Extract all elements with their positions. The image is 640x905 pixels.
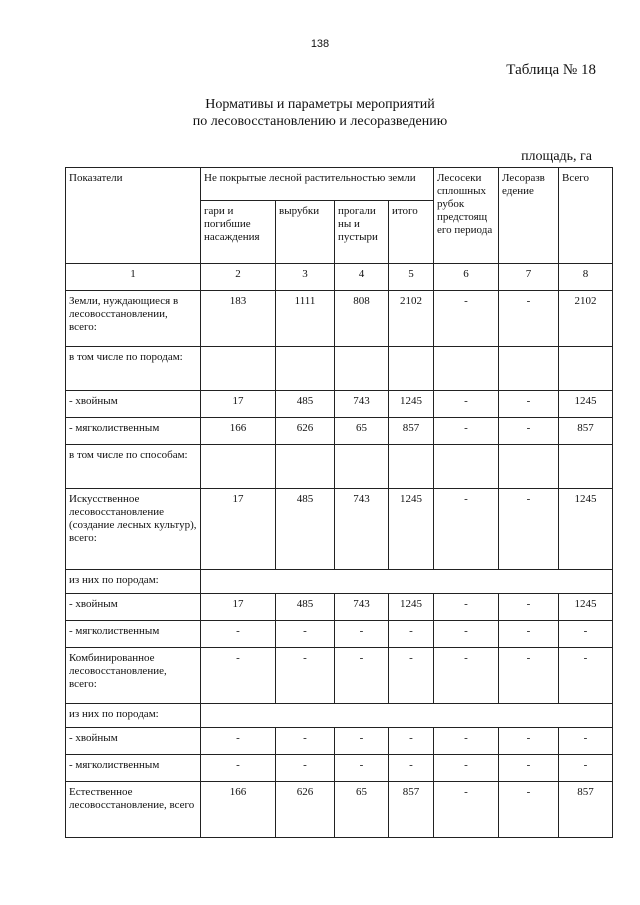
table-cell: - [559, 755, 613, 782]
column-numbers-row [66, 264, 613, 291]
header-indicators: Показатели [66, 168, 201, 264]
table-row [66, 570, 613, 594]
table-cell: - [434, 418, 499, 445]
table-cell: - [559, 621, 613, 648]
table-row [66, 594, 613, 621]
row-label: - мягколиственным [66, 755, 201, 782]
table-cell: - [201, 728, 276, 755]
table-cell: 183 [201, 291, 276, 347]
table-cell: - [434, 594, 499, 621]
table-cell: - [276, 728, 335, 755]
table-cell: 17 [201, 391, 276, 418]
table-cell: 857 [389, 782, 434, 838]
table-row [66, 291, 613, 347]
table-row [66, 704, 613, 728]
header-burns: гари и погибшие насаждения [201, 201, 276, 264]
table-cell: 485 [276, 391, 335, 418]
column-number: 2 [201, 264, 276, 291]
row-label: из них по породам: [66, 570, 201, 594]
table-cell: - [434, 728, 499, 755]
row-label: - хвойным [66, 728, 201, 755]
table-cell: 743 [335, 489, 389, 570]
row-label: - хвойным [66, 391, 201, 418]
table-title [0, 96, 640, 130]
table-cell: 1245 [389, 594, 434, 621]
table-cell: - [389, 755, 434, 782]
table-cell: - [559, 648, 613, 704]
row-label: Естественное лесовосстановление, всего [66, 782, 201, 838]
table-cell: 808 [335, 291, 389, 347]
title-line-2: по лесовосстановлению и лесоразведению [192, 114, 448, 129]
table-cell: 1245 [559, 391, 613, 418]
table-cell: 626 [276, 782, 335, 838]
table-row [66, 418, 613, 445]
column-number: 8 [559, 264, 613, 291]
table-row [66, 391, 613, 418]
row-label: в том числе по породам: [66, 347, 201, 391]
table-row [66, 347, 613, 391]
column-number: 6 [434, 264, 499, 291]
table-cell: - [499, 418, 559, 445]
table-cell: - [335, 621, 389, 648]
table-cell: 626 [276, 418, 335, 445]
table-cell [276, 347, 335, 391]
table-cell [389, 347, 434, 391]
table-cell [389, 445, 434, 489]
table-number: Таблица № 18 [506, 62, 596, 78]
table-row [66, 782, 613, 838]
row-label: в том числе по способам: [66, 445, 201, 489]
table-cell: 2102 [559, 291, 613, 347]
table-cell: 166 [201, 418, 276, 445]
table-cell [559, 347, 613, 391]
table-cell: - [389, 648, 434, 704]
table-cell: - [434, 648, 499, 704]
table-cell [499, 445, 559, 489]
table-cell: - [335, 755, 389, 782]
header-row [66, 168, 613, 201]
table-cell: - [499, 648, 559, 704]
row-label: - хвойным [66, 594, 201, 621]
header-total: Всего [559, 168, 613, 264]
title-line-1: Нормативы и параметры мероприятий [205, 97, 435, 112]
table-cell: - [201, 621, 276, 648]
row-label: Комбинированное лесовосстановление, всего: [66, 648, 201, 704]
table-cell: - [434, 489, 499, 570]
header-afforestation: Лесоразв едение [499, 168, 559, 264]
row-label: - мягколиственным [66, 621, 201, 648]
row-label: Земли, нуждающиеся в лесовосстановлении, всего: [66, 291, 201, 347]
table-cell: - [389, 621, 434, 648]
table-cell [201, 347, 276, 391]
table-cell: - [201, 755, 276, 782]
table-cell [559, 445, 613, 489]
table-cell [201, 445, 276, 489]
table-cell: 1245 [559, 489, 613, 570]
table-row [66, 621, 613, 648]
table-row [66, 445, 613, 489]
column-number: 5 [389, 264, 434, 291]
table-row [66, 648, 613, 704]
table-cell: 17 [201, 594, 276, 621]
table-row [66, 728, 613, 755]
table-cell: - [276, 648, 335, 704]
measures-table [65, 167, 613, 838]
row-label: - мягколиственным [66, 418, 201, 445]
table-row [66, 489, 613, 570]
column-number: 1 [66, 264, 201, 291]
table-cell: - [499, 594, 559, 621]
row-label: из них по породам: [66, 704, 201, 728]
table-cell: 65 [335, 782, 389, 838]
table-cell: - [559, 728, 613, 755]
table-cell: - [434, 621, 499, 648]
column-number: 3 [276, 264, 335, 291]
table-cell: - [389, 728, 434, 755]
table-cell: - [434, 755, 499, 782]
table-cell: - [499, 291, 559, 347]
table-cell: - [276, 621, 335, 648]
table-cell: 485 [276, 489, 335, 570]
table-cell: 743 [335, 594, 389, 621]
table-row [66, 755, 613, 782]
row-label: Искусственное лесовосстановление (создание лесных культур), всего: [66, 489, 201, 570]
table-cell: 1245 [389, 489, 434, 570]
table-cell [499, 347, 559, 391]
table-cell: - [499, 782, 559, 838]
table-cell: - [499, 728, 559, 755]
table-cell: 1245 [559, 594, 613, 621]
header-clearings: прогали ны и пустыри [335, 201, 389, 264]
table-cell: 1245 [389, 391, 434, 418]
header-group-nonforest: Не покрытые лесной растительностью земли [201, 168, 434, 201]
table-cell: 17 [201, 489, 276, 570]
table-cell: - [499, 755, 559, 782]
table-cell [335, 445, 389, 489]
merged-cell [201, 704, 613, 728]
table-cell: 166 [201, 782, 276, 838]
column-number: 7 [499, 264, 559, 291]
header-clearcuts: Лесосеки сплошных рубок предстоящ его периода [434, 168, 499, 264]
column-number: 4 [335, 264, 389, 291]
table-cell: 2102 [389, 291, 434, 347]
table-cell [335, 347, 389, 391]
table-cell [434, 347, 499, 391]
merged-cell [201, 570, 613, 594]
table-cell: 485 [276, 594, 335, 621]
table-cell: - [499, 489, 559, 570]
table-cell: - [499, 621, 559, 648]
table-cell: - [434, 391, 499, 418]
table-cell [276, 445, 335, 489]
table-cell: 743 [335, 391, 389, 418]
header-cuttings: вырубки [276, 201, 335, 264]
table-cell: - [499, 391, 559, 418]
units-label: площадь, га [521, 149, 592, 164]
header-subtotal: итого [389, 201, 434, 264]
table-cell [434, 445, 499, 489]
table-cell: 65 [335, 418, 389, 445]
table-cell: - [434, 782, 499, 838]
table-cell: - [335, 648, 389, 704]
table-cell: 857 [389, 418, 434, 445]
table-cell: 857 [559, 418, 613, 445]
table-cell: 857 [559, 782, 613, 838]
table-cell: - [201, 648, 276, 704]
table-cell: 1111 [276, 291, 335, 347]
table-cell: - [434, 291, 499, 347]
table-cell: - [335, 728, 389, 755]
page-number: 138 [310, 38, 330, 50]
table-cell: - [276, 755, 335, 782]
